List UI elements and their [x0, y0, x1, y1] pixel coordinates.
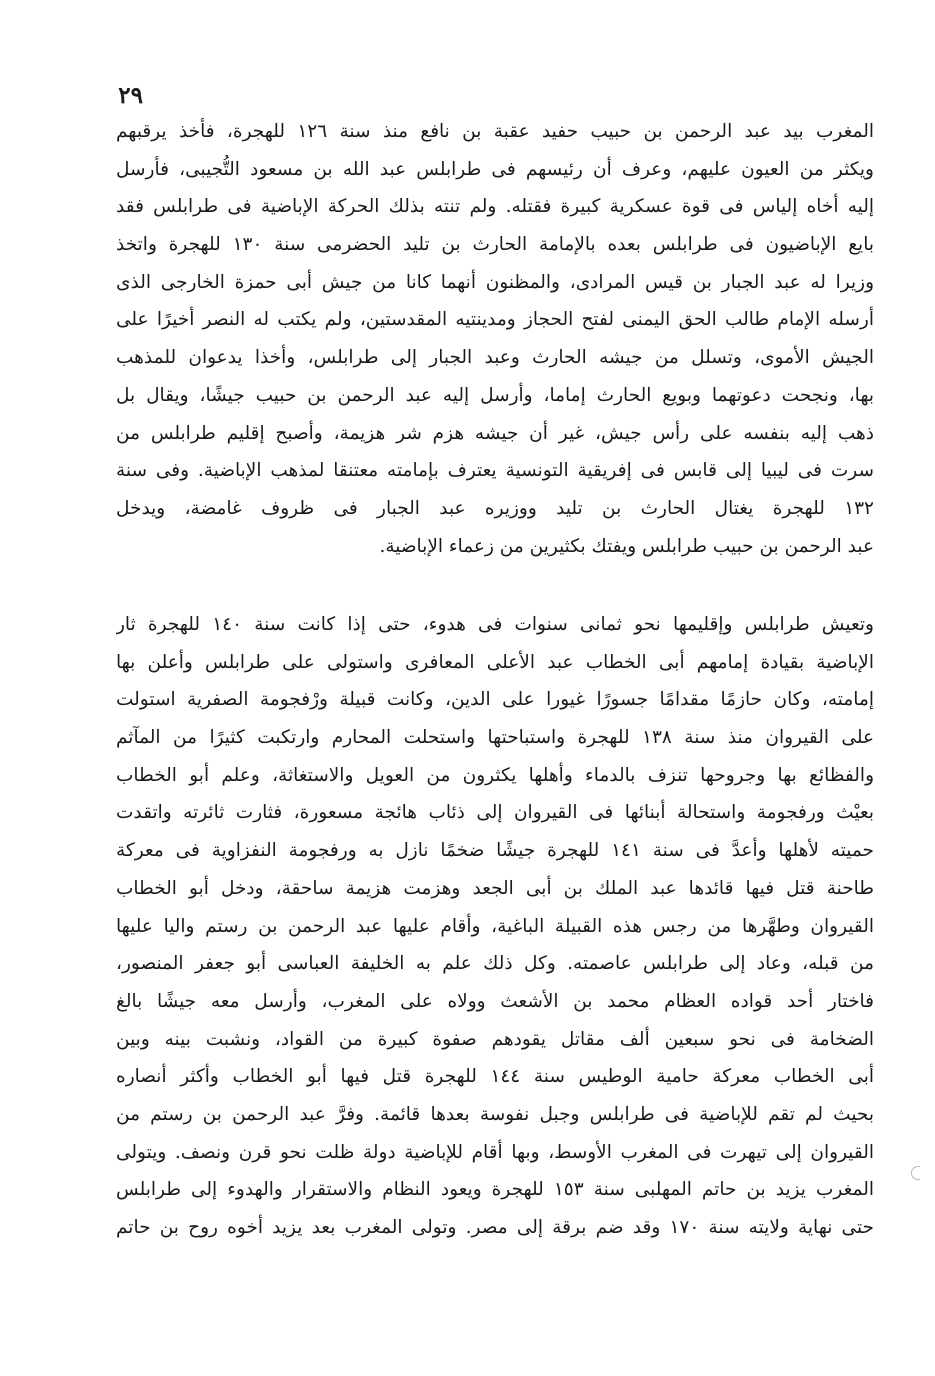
text-line: ذهب إليه بنفسه على رأس جيش، غير أن جيشه هزم شر هزيمة، وأصبح إقليم طرابلس من — [116, 422, 874, 444]
text-line: القيروان إلى تيهرت فى المغرب الأوسط، وبها أقام للإباضية دولة ظلت نحو قرن ونصف. ويتولى — [116, 1141, 874, 1163]
text-line: المغرب يزيد بن حاتم المهلبى سنة ١٥٣ للهجرة ويعود النظام والاستقرار والهدوء إلى طرابلس — [116, 1179, 874, 1201]
text-line: أرسله الإمام طالب الحق اليمنى لفتح الحجاز ومدينتيه المقدستين، ولم يكتب له النصر أخيرًا على — [116, 309, 874, 331]
text-line: حتى نهاية ولايته سنة ١٧٠ وقد ضم برقة إلى مصر. وتولى المغرب بعد يزيد أخوه روح بن حاتم — [116, 1217, 874, 1238]
paragraph-1 — [116, 113, 874, 565]
text-line: وتعيش طرابلس وإقليمها نحو ثمانى سنوات فى هدوء، حتى إذا كانت سنة ١٤٠ للهجرة ثار — [116, 614, 874, 635]
text-line: سرت فى ليبيا إلى قابس فى إفريقية التونسية يعترف بإمامته معتنقا لمذهب الإباضية. وفى سنة — [116, 460, 874, 482]
margin-mark — [911, 1166, 920, 1180]
text-line: عبد الرحمن بن حبيب طرابلس ويفتك بكثيرين من زعماء الإباضية. — [379, 535, 874, 557]
text-line: والفظائع بها وجروحها تنزف بالدماء وأهلها يكثرون من العويل والاستغاثة، وعلم أبو الخطاب — [116, 764, 874, 786]
text-line: بحيث لم تقم للإباضية فى طرابلس وجبل نفوسة بعدها قائمة. وفرَّ عبد الرحمن بن رستم من — [116, 1103, 874, 1125]
paragraph-2 — [116, 606, 874, 1247]
text-line: على القيروان منذ سنة ١٣٨ للهجرة واستباحتها واستحلت المحارم وارتكبت كثيرًا من المآثم — [116, 727, 874, 749]
text-line: من قبله، وعاد إلى طرابلس عاصمته. وكل ذلك علم به الخليفة العباسى أبو جعفر المنصور، — [116, 953, 874, 975]
text-line: بعيْث ورفجومة واستحالة أبنائها فى القيروان إلى ذئاب هائجة مسعورة، فثارت ثائرته واتقدت — [116, 802, 874, 824]
text-line: القيروان وطهَّرها من رجس هذه القبيلة الباغية، وأقام عليها عبد الرحمن بن رستم واليا عليها — [116, 915, 874, 937]
text-line: فاختار أحد قواده العظام محمد بن الأشعث وولاه على المغرب، وأرسل معه جيشًا بالغ — [116, 990, 874, 1012]
text-line: الضخامة فى نحو سبعين ألف مقاتل يقودهم صفوة كبيرة من القواد، ونشبت بينه وبين — [116, 1028, 874, 1050]
text-line: أبى الخطاب معركة حامية الوطيس سنة ١٤٤ للهجرة قتل فيها أبو الخطاب وأكثر أنصاره — [116, 1066, 874, 1088]
text-line: ١٣٢ للهجرة يغتال الحارث بن تليد ووزيره عبد الجبار فى ظروف غامضة، ويدخل — [116, 497, 874, 519]
text-line: المغرب بيد عبد الرحمن بن حبيب حفيد عقبة بن نافع منذ سنة ١٢٦ للهجرة، فأخذ يرقبهم — [116, 121, 874, 142]
text-line: الجيش الأموى، وتسلل من جيشه الحارث وعبد الجبار إلى طرابلس، وأخذا يدعوان للمذهب — [116, 347, 874, 369]
text-line: بها، ونجحت دعوتهما وبويع الحارث إماما، وأرسل إليه عبد الرحمن بن حبيب جيشًا، ويقال بل — [116, 384, 874, 406]
text-line: بايع الإباضيون فى طرابلس بعده بالإمامة الحارث بن تليد الحضرمى سنة ١٣٠ للهجرة واتخذ — [116, 234, 874, 256]
text-line: طاحنة قتل فيها قائدها عبد الملك بن أبى الجعد وهزمت هزيمة ساحقة، ودخل أبو الخطاب — [116, 877, 874, 899]
page-number: ٢٩ — [118, 82, 143, 109]
text-line: إمامته، وكان حازمًا مقدامًا جسورًا غيورا على الدين، وكانت قبيلة ورْفجومة الصفرية استولت — [116, 689, 874, 711]
text-line: الإباضية بقيادة إمامهم أبى الخطاب عبد الأعلى المعافرى واستولى على طرابلس وأعلن بها — [116, 651, 874, 673]
text-line: إليه أخاه إلياس فى قوة عسكرية كبيرة فقتله. ولم تنته بذلك الحركة الإباضية فى طرابلس فقد — [116, 196, 874, 218]
text-line: حميته لأهلها وأعدَّ فى سنة ١٤١ للهجرة جيشًا ضخمًا نازل به ورفجومة النفزاوية فى معركة — [116, 840, 874, 862]
text-line: ويكثر من العيون عليهم، وعرف أن رئيسهم فى طرابلس عبد الله بن مسعود التُّجيبى، فأرسل — [116, 158, 874, 180]
text-line: وزيرا له عبد الجبار بن قيس المرادى، والمظنون أنهما كانا من جيش أبى حمزة الخارجى الذى — [116, 271, 874, 293]
